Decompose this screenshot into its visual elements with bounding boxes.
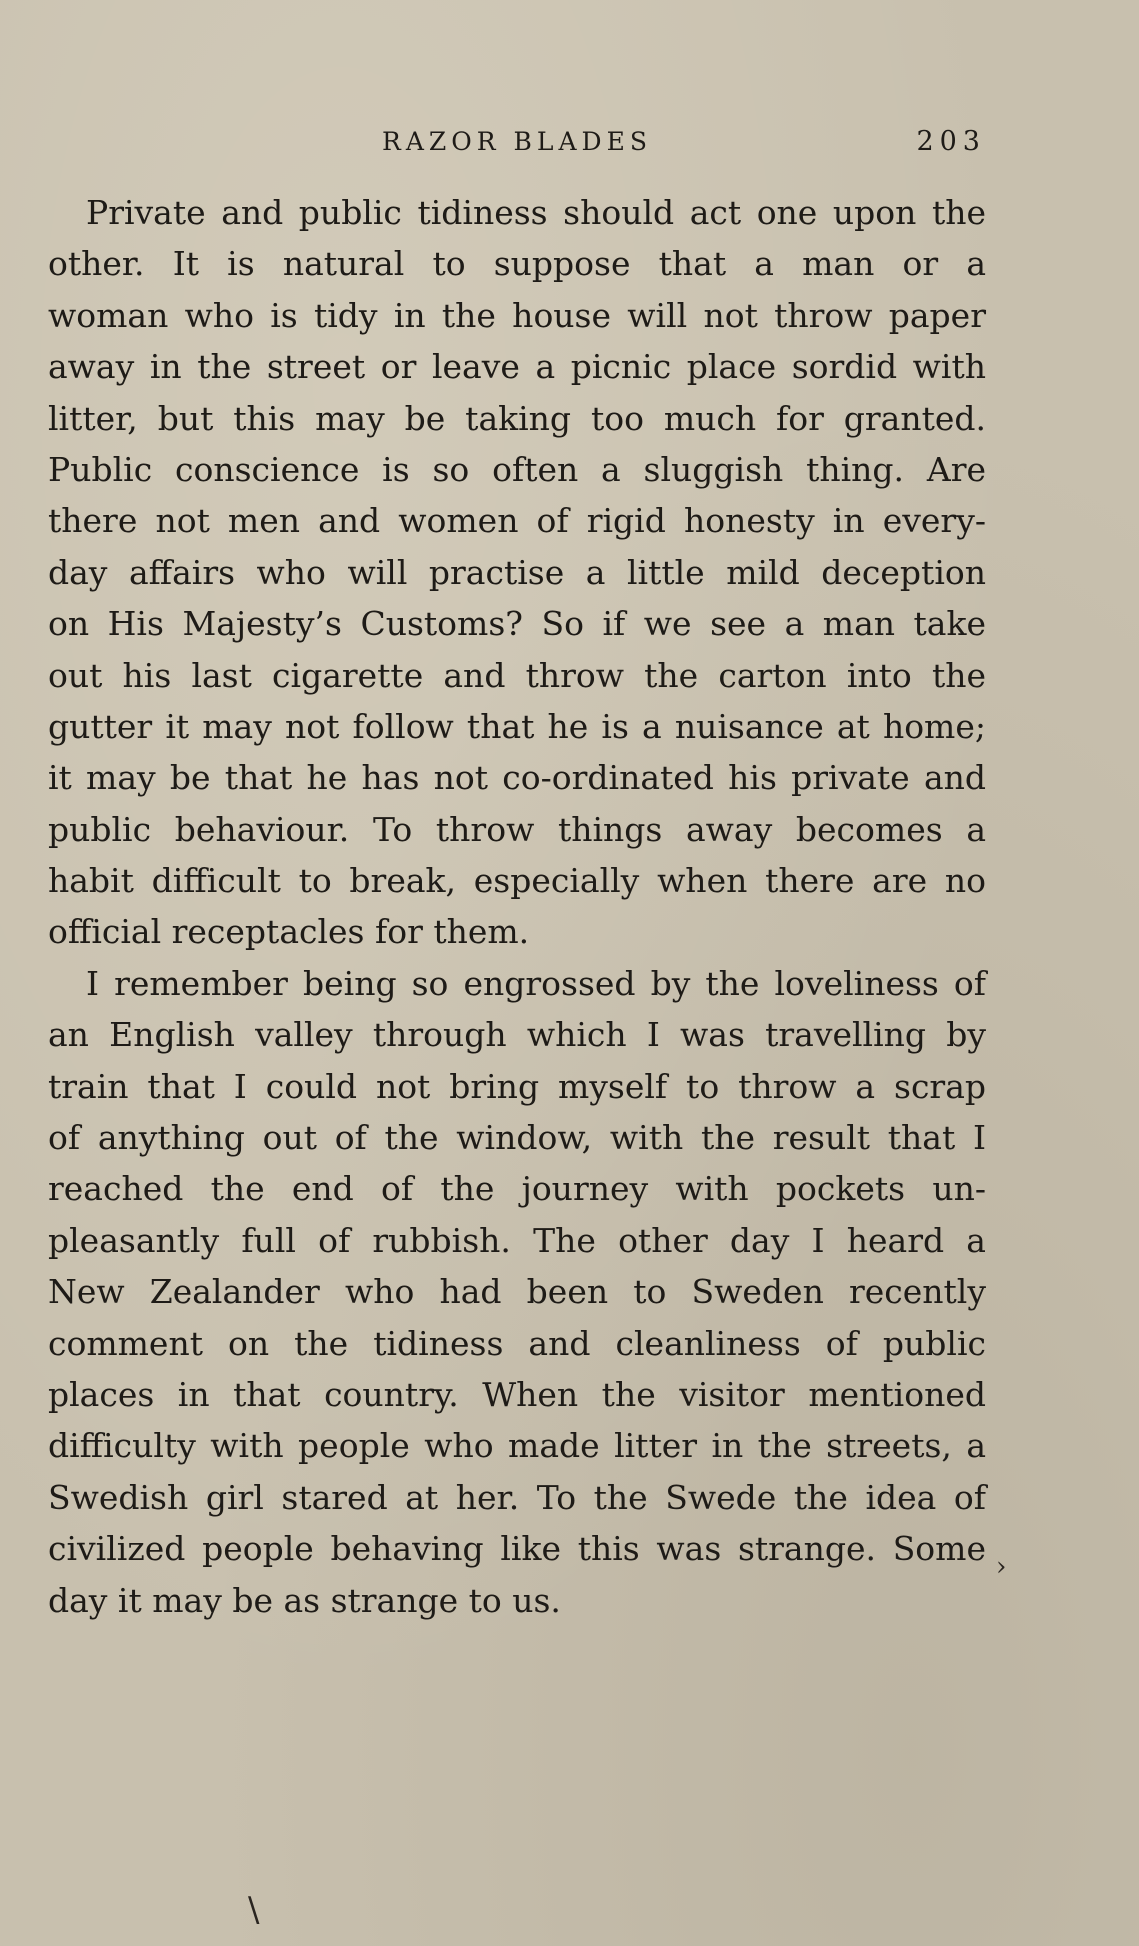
text-line: civilized people behaving like this was strange. Some [48, 1529, 986, 1569]
text-line: New Zealander who had been to Sweden recently [48, 1272, 986, 1312]
text-line: on His Majesty’s Customs? So if we see a man take [48, 604, 986, 644]
text-line: habit difficult to break, especially when there are no [48, 861, 986, 901]
text-line: away in the street or leave a picnic place sordid with [48, 347, 986, 387]
text-line: Public conscience is so often a sluggish thing. Are [48, 449, 986, 489]
paragraph-1 [48, 187, 986, 958]
text-line: litter, but this may be taking too much for granted. [48, 398, 986, 438]
text-line: gutter it may not follow that he is a nuisance at home; [48, 706, 986, 746]
text-line: pleasantly full of rubbish. The other day I heard a [48, 1220, 986, 1260]
text-line: reached the end of the journey with pockets un- [48, 1169, 986, 1209]
text-line: of anything out of the window, with the result that I [48, 1118, 986, 1158]
text-line: it may be that he has not co-ordinated his private and [48, 758, 986, 798]
text-line: train that I could not bring myself to throw a scrap [48, 1066, 986, 1106]
margin-slash-mark: \ [248, 1890, 260, 1930]
margin-arrow-mark: › [996, 1552, 1007, 1582]
text-line: I remember being so engrossed by the loveliness of [86, 963, 986, 1003]
running-head [48, 122, 986, 162]
text-line: an English valley through which I was travelling by [48, 1015, 986, 1055]
text-line: places in that country. When the visitor mentioned [48, 1374, 986, 1414]
text-line: public behaviour. To throw things away becomes a [48, 809, 986, 849]
page-number: 203 [916, 126, 986, 157]
text-line: out his last cigarette and throw the carton into the [48, 655, 986, 695]
text-line: woman who is tidy in the house will not throw paper [48, 295, 986, 335]
text-line: day affairs who will practise a little mild deception [48, 552, 986, 592]
text-line: comment on the tidiness and cleanliness of public [48, 1323, 986, 1363]
text-line: difficulty with people who made litter in the streets, a [48, 1426, 986, 1466]
text-line: Private and public tidiness should act one upon the [86, 193, 986, 232]
running-head-title: RAZOR BLADES [382, 127, 652, 156]
text-line: other. It is natural to suppose that a man or a [48, 244, 986, 284]
text-line: day it may be as strange to us. [48, 1580, 561, 1620]
paragraph-2 [48, 958, 986, 1626]
text-line: Swedish girl stared at her. To the Swede the idea of [48, 1477, 986, 1517]
text-line: there not men and women of rigid honesty in every- [48, 501, 986, 541]
body-text [48, 187, 986, 1626]
text-line: official receptacles for them. [48, 912, 530, 952]
